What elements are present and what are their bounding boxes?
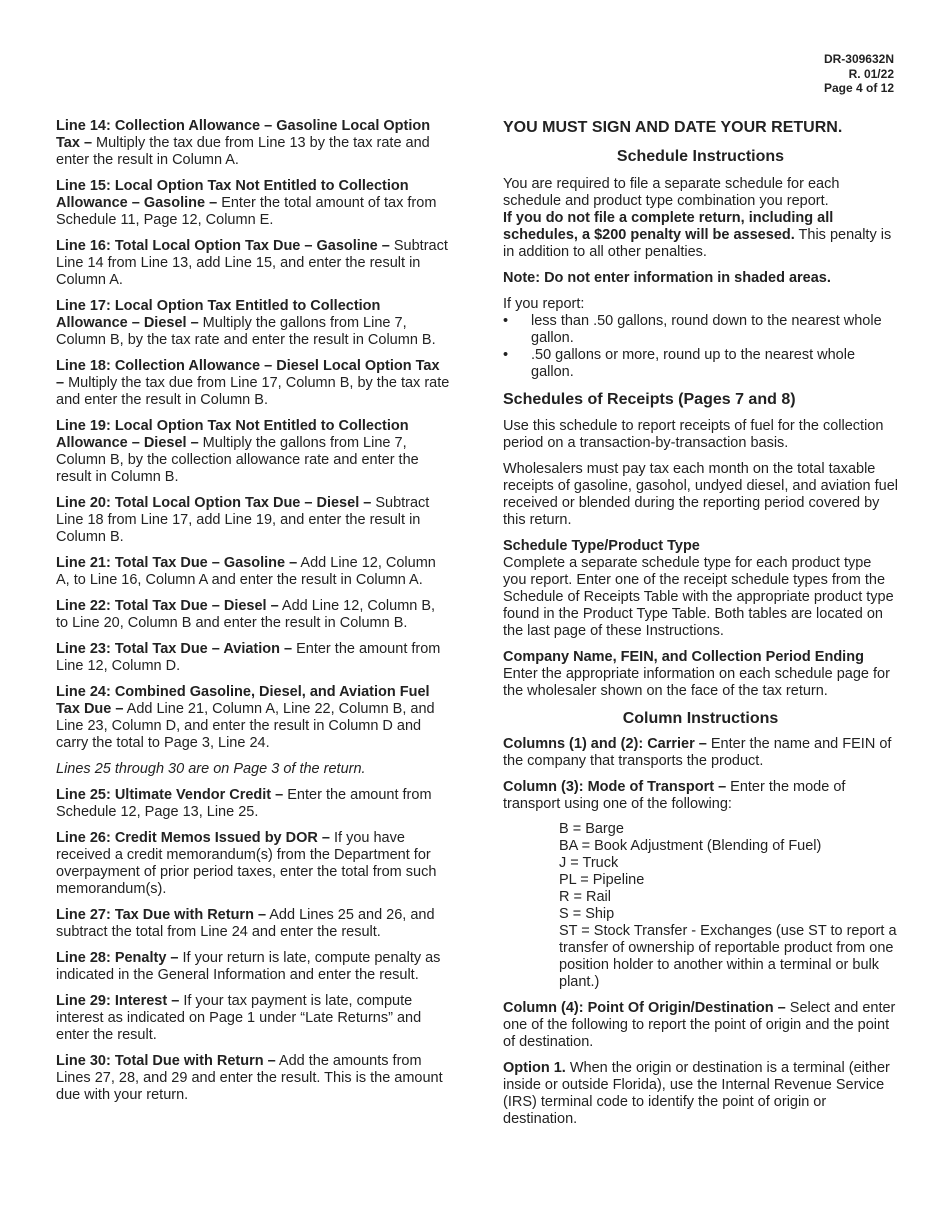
transport-mode: ST = Stock Transfer - Exchanges (use ST to report a transfer of ownership of reportable product from one position holder to another within a terminal or bulk plant.)	[559, 923, 897, 990]
line-28-instruction	[56, 950, 451, 984]
line-16-instruction	[56, 238, 451, 289]
shaded-areas-note: Note: Do not enter information in shaded areas.	[503, 270, 831, 286]
column-text: Enter the mode of transport using one of the following:	[503, 779, 846, 812]
line-title: Line 25: Ultimate Vendor Credit –	[56, 787, 284, 803]
line-title: Line 23: Total Tax Due – Aviation –	[56, 641, 293, 657]
line-text: Subtract Line 18 from Line 17, add Line 19, and enter the result in Column B.	[56, 495, 430, 545]
line-20-instruction	[56, 495, 451, 546]
receipts-paragraph-1: Use this schedule to report receipts of fuel for the collection period on a transaction-by-transaction basis.	[503, 418, 884, 451]
line-text: Enter the amount from Line 12, Column D.	[56, 641, 441, 674]
transport-mode: R = Rail	[559, 889, 611, 905]
column-title: Column (3): Mode of Transport –	[503, 779, 727, 795]
line-title: Line 15: Local Option Tax Not Entitled to Collection Allowance – Gasoline –	[56, 178, 409, 211]
columns-1-2-instruction	[503, 736, 898, 770]
line-text: If your return is late, compute penalty as indicated in the General Information and enter the result.	[56, 950, 441, 983]
receipts-heading: Schedules of Receipts (Pages 7 and 8)	[503, 391, 796, 408]
transport-mode: S = Ship	[559, 906, 615, 922]
transport-mode-list	[559, 821, 898, 991]
right-column	[503, 118, 898, 1137]
bullet-icon: •	[503, 313, 509, 329]
line-title: Line 26: Credit Memos Issued by DOR –	[56, 830, 330, 846]
list-item	[503, 347, 898, 381]
line-text: Enter the amount from Schedule 12, Page 13, Line 25.	[56, 787, 432, 820]
line-title: Line 30: Total Due with Return –	[56, 1053, 276, 1069]
line-26-instruction	[56, 830, 451, 898]
list-item-text: .50 gallons or more, round up to the nearest whole gallon.	[531, 347, 856, 380]
receipts-paragraph-2: Wholesalers must pay tax each month on the total taxable receipts of gasoline, gasohol, undyed diesel, and aviation fuel received or blended during the reporting period covered by this return.	[503, 461, 898, 528]
line-title: Line 29: Interest –	[56, 993, 180, 1009]
line-text: If your tax payment is late, compute interest as indicated on Page 1 under “Late Returns” and enter the result.	[56, 993, 422, 1043]
option-text: When the origin or destination is a terminal (either inside or outside Florida), use the Internal Revenue Service (IRS) terminal code to identify the point of origin or destination.	[503, 1060, 890, 1127]
rounding-list	[503, 313, 898, 381]
line-text: Multiply the tax due from Line 13 by the tax rate and enter the result in Column A.	[56, 135, 430, 168]
transport-mode: B = Barge	[559, 821, 624, 837]
must-sign-heading: YOU MUST SIGN AND DATE YOUR RETURN.	[503, 119, 843, 136]
line-title: Line 19: Local Option Tax Not Entitled to Collection Allowance – Diesel –	[56, 418, 409, 451]
schedule-instructions-heading: Schedule Instructions	[616, 148, 785, 165]
line-25-instruction	[56, 787, 451, 821]
schedule-type-text: Complete a separate schedule type for each product type you report. Enter one of the receipt schedule types from the Schedule of Receipts Table with the appropriate product type found in the Product Type Table. Both tables are located on the last page of these Instructions.	[503, 555, 894, 639]
column-4-instruction	[503, 1000, 898, 1051]
line-title: Line 27: Tax Due with Return –	[56, 907, 267, 923]
bullet-icon: •	[503, 347, 509, 363]
lines-note: Lines 25 through 30 are on Page 3 of the return.	[56, 761, 366, 777]
line-29-instruction	[56, 993, 451, 1044]
schedule-type-heading: Schedule Type/Product Type	[503, 538, 700, 554]
line-23-instruction	[56, 641, 451, 675]
line-text: Add Lines 25 and 26, and subtract the total from Line 24 and enter the result.	[56, 907, 435, 940]
form-revision: R. 01/22	[848, 66, 894, 81]
page-number: Page 4 of 12	[823, 81, 894, 95]
line-title: Line 16: Total Local Option Tax Due – Gasoline –	[56, 238, 390, 254]
line-text: Multiply the tax due from Line 17, Column B, by the tax rate and enter the result in Column B.	[56, 375, 450, 408]
line-title: Line 21: Total Tax Due – Gasoline –	[56, 555, 298, 571]
company-section	[503, 649, 898, 700]
company-heading: Company Name, FEIN, and Collection Period Ending	[503, 649, 864, 665]
line-30-instruction	[56, 1053, 451, 1104]
list-item-text: less than .50 gallons, round down to the nearest whole gallon.	[531, 313, 882, 346]
form-header	[824, 52, 894, 96]
line-19-instruction	[56, 418, 451, 486]
line-text: If you have received a credit memorandum(s) from the Department for overpayment of prior period taxes, enter the total from such memorandum(s).	[56, 830, 437, 897]
penalty-warning: If you do not file a complete return, including all schedules, a $200 penalty will be assesed.	[503, 210, 834, 243]
line-title: Line 20: Total Local Option Tax Due – Diesel –	[56, 495, 372, 511]
transport-mode: PL = Pipeline	[559, 872, 645, 888]
line-text: Add Line 21, Column A, Line 22, Column B, and Line 23, Column D, and enter the result in Column D and carry the total to Page 3, Line 24.	[56, 701, 435, 751]
line-14-instruction	[56, 118, 451, 169]
list-item	[503, 313, 898, 347]
line-title: Line 22: Total Tax Due – Diesel –	[56, 598, 279, 614]
penalty-warning-rest: This penalty is in addition to all other penalties.	[503, 227, 892, 260]
schedule-intro-text: You are required to file a separate schedule for each schedule and product type combination you report.	[503, 176, 840, 209]
line-text: Add the amounts from Lines 27, 28, and 29 and enter the result. This is the amount due with your return.	[56, 1053, 443, 1103]
column-3-instruction	[503, 779, 898, 813]
line-title: Line 14: Collection Allowance – Gasoline Local Option Tax –	[56, 118, 431, 151]
line-21-instruction	[56, 555, 451, 589]
line-15-instruction	[56, 178, 451, 229]
line-text: Subtract Line 14 from Line 13, add Line 15, and enter the result in Column A.	[56, 238, 448, 288]
line-text: Add Line 12, Column A, to Line 16, Column A and enter the result in Column A.	[56, 555, 436, 588]
line-text: Enter the total amount of tax from Schedule 11, Page 12, Column E.	[56, 195, 437, 228]
form-number: DR-309632N	[823, 52, 894, 66]
column-text: Enter the name and FEIN of the company that transports the product.	[503, 736, 892, 769]
line-text: Add Line 12, Column B, to Line 20, Column B and enter the result in Column B.	[56, 598, 436, 631]
line-22-instruction	[56, 598, 451, 632]
line-title: Line 28: Penalty –	[56, 950, 179, 966]
line-title: Line 17: Local Option Tax Entitled to Collection Allowance – Diesel –	[56, 298, 381, 331]
line-17-instruction	[56, 298, 451, 349]
option-title: Option 1.	[503, 1060, 566, 1076]
schedule-type-section	[503, 538, 898, 640]
schedule-intro	[503, 176, 898, 261]
option-1	[503, 1060, 898, 1128]
line-18-instruction	[56, 358, 451, 409]
left-column	[56, 118, 451, 1113]
line-24-instruction	[56, 684, 451, 752]
transport-mode: BA = Book Adjustment (Blending of Fuel)	[559, 838, 822, 854]
company-text: Enter the appropriate information on each schedule page for the wholesaler shown on the face of the tax return.	[503, 666, 890, 699]
line-title: Line 24: Combined Gasoline, Diesel, and Aviation Fuel Tax Due –	[56, 684, 430, 717]
column-title: Columns (1) and (2): Carrier –	[503, 736, 707, 752]
column-title: Column (4): Point Of Origin/Destination –	[503, 1000, 786, 1016]
if-you-report: If you report:	[503, 296, 585, 312]
column-instructions-heading: Column Instructions	[622, 710, 779, 727]
line-text: Multiply the gallons from Line 7, Column B, by the collection allowance rate and enter the result in Column B.	[56, 435, 419, 485]
column-text: Select and enter one of the following to report the point of origin and the point of destination.	[503, 1000, 896, 1050]
line-text: Multiply the gallons from Line 7, Column B, by the tax rate and enter the result in Column B.	[56, 315, 436, 348]
line-27-instruction	[56, 907, 451, 941]
transport-mode: J = Truck	[559, 855, 619, 871]
line-title: Line 18: Collection Allowance – Diesel Local Option Tax –	[56, 358, 440, 391]
